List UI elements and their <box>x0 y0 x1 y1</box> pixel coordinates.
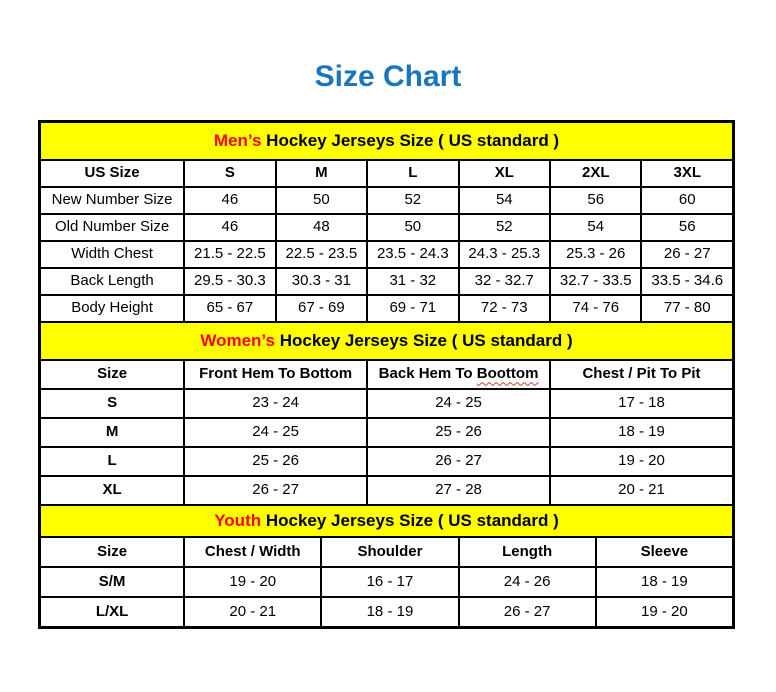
mens-cell: 50 <box>367 214 458 241</box>
womens-table-row <box>40 447 733 476</box>
youth-row-label: L/XL <box>40 597 184 627</box>
womens-table-row <box>40 418 733 447</box>
mens-row-label: Width Chest <box>40 241 184 268</box>
mens-cell: 52 <box>459 214 550 241</box>
mens-cell: 52 <box>367 187 458 214</box>
youth-cell: 16 - 17 <box>321 567 458 597</box>
youth-cell: 18 - 19 <box>321 597 458 627</box>
mens-cell: 67 - 69 <box>276 295 367 322</box>
mens-cell: 24.3 - 25.3 <box>459 241 550 268</box>
mens-table-row <box>40 241 733 268</box>
mens-cell: 69 - 71 <box>367 295 458 322</box>
youth-size-table <box>39 504 734 628</box>
youth-heading-accent: Youth <box>214 510 262 530</box>
mens-row-label: Body Height <box>40 295 184 322</box>
mens-cell: 77 - 80 <box>641 295 733 322</box>
youth-cell: 24 - 26 <box>459 567 596 597</box>
mens-column-header: 3XL <box>641 160 733 187</box>
youth-table-row <box>40 567 733 597</box>
womens-heading-row <box>40 322 733 360</box>
mens-cell: 72 - 73 <box>459 295 550 322</box>
womens-heading-text: Hockey Jerseys Size ( US standard ) <box>274 330 573 350</box>
mens-cell: 21.5 - 22.5 <box>184 241 275 268</box>
womens-cell: 25 - 26 <box>367 418 550 447</box>
mens-cell: 74 - 76 <box>550 295 641 322</box>
mens-table-row <box>40 295 733 322</box>
womens-cell: 18 - 19 <box>550 418 733 447</box>
womens-table-row <box>40 389 733 418</box>
womens-column-header: Size <box>40 360 184 389</box>
youth-heading <box>40 505 733 537</box>
womens-column-header: Back Hem To Boottom <box>367 360 550 389</box>
mens-table-row <box>40 214 733 241</box>
youth-column-header: Sleeve <box>596 537 733 567</box>
mens-row-label: Old Number Size <box>40 214 184 241</box>
mens-column-header: 2XL <box>550 160 641 187</box>
womens-heading <box>40 322 733 360</box>
womens-table-row <box>40 476 733 505</box>
mens-heading-accent: Men’s <box>213 130 262 150</box>
mens-header-row <box>40 160 733 187</box>
mens-cell: 29.5 - 30.3 <box>184 268 275 295</box>
womens-column-header: Front Hem To Bottom <box>184 360 367 389</box>
womens-cell: 23 - 24 <box>184 389 367 418</box>
mens-column-header: S <box>184 160 275 187</box>
womens-header-row <box>40 360 733 389</box>
mens-cell: 48 <box>276 214 367 241</box>
womens-cell: 20 - 21 <box>550 476 733 505</box>
womens-row-label: L <box>40 447 184 476</box>
womens-row-label: S <box>40 389 184 418</box>
youth-column-header: Chest / Width <box>184 537 321 567</box>
mens-column-header: L <box>367 160 458 187</box>
size-chart-tables <box>38 120 735 629</box>
mens-heading <box>40 122 733 160</box>
mens-table-row <box>40 268 733 295</box>
mens-size-table <box>39 121 734 323</box>
mens-cell: 56 <box>550 187 641 214</box>
youth-column-header: Length <box>459 537 596 567</box>
womens-row-label: XL <box>40 476 184 505</box>
womens-size-table <box>39 321 734 506</box>
youth-heading-row <box>40 505 733 537</box>
youth-cell: 18 - 19 <box>596 567 733 597</box>
youth-column-header: Size <box>40 537 184 567</box>
mens-cell: 32.7 - 33.5 <box>550 268 641 295</box>
mens-cell: 60 <box>641 187 733 214</box>
mens-cell: 65 - 67 <box>184 295 275 322</box>
mens-cell: 56 <box>641 214 733 241</box>
page-title: Size Chart <box>314 60 462 93</box>
mens-column-header: M <box>276 160 367 187</box>
mens-cell: 33.5 - 34.6 <box>641 268 733 295</box>
youth-heading-text: Hockey Jerseys Size ( US standard ) <box>261 510 559 530</box>
womens-cell: 19 - 20 <box>550 447 733 476</box>
mens-cell: 26 - 27 <box>641 241 733 268</box>
youth-cell: 19 - 20 <box>184 567 321 597</box>
womens-cell: 26 - 27 <box>184 476 367 505</box>
mens-cell: 54 <box>459 187 550 214</box>
mens-cell: 31 - 32 <box>367 268 458 295</box>
mens-cell: 46 <box>184 214 275 241</box>
mens-heading-text: Hockey Jerseys Size ( US standard ) <box>261 130 560 150</box>
mens-column-header: US Size <box>40 160 184 187</box>
mens-cell: 46 <box>184 187 275 214</box>
youth-table-row <box>40 597 733 627</box>
womens-heading-accent: Women’s <box>200 330 275 350</box>
womens-cell: 25 - 26 <box>184 447 367 476</box>
youth-row-label: S/M <box>40 567 184 597</box>
mens-heading-row <box>40 122 733 160</box>
youth-cell: 19 - 20 <box>596 597 733 627</box>
mens-cell: 54 <box>550 214 641 241</box>
mens-table-row <box>40 187 733 214</box>
youth-column-header: Shoulder <box>321 537 458 567</box>
mens-cell: 30.3 - 31 <box>276 268 367 295</box>
womens-cell: 26 - 27 <box>367 447 550 476</box>
womens-cell: 27 - 28 <box>367 476 550 505</box>
mens-cell: 25.3 - 26 <box>550 241 641 268</box>
mens-row-label: New Number Size <box>40 187 184 214</box>
womens-cell: 24 - 25 <box>367 389 550 418</box>
mens-row-label: Back Length <box>40 268 184 295</box>
mens-column-header: XL <box>459 160 550 187</box>
mens-cell: 22.5 - 23.5 <box>276 241 367 268</box>
womens-row-label: M <box>40 418 184 447</box>
youth-cell: 20 - 21 <box>184 597 321 627</box>
mens-cell: 50 <box>276 187 367 214</box>
womens-cell: 24 - 25 <box>184 418 367 447</box>
mens-cell: 32 - 32.7 <box>459 268 550 295</box>
misspelled-word: Boottom <box>476 365 539 383</box>
youth-header-row <box>40 537 733 567</box>
womens-cell: 17 - 18 <box>550 389 733 418</box>
mens-cell: 23.5 - 24.3 <box>367 241 458 268</box>
womens-column-header: Chest / Pit To Pit <box>550 360 733 389</box>
youth-cell: 26 - 27 <box>459 597 596 627</box>
